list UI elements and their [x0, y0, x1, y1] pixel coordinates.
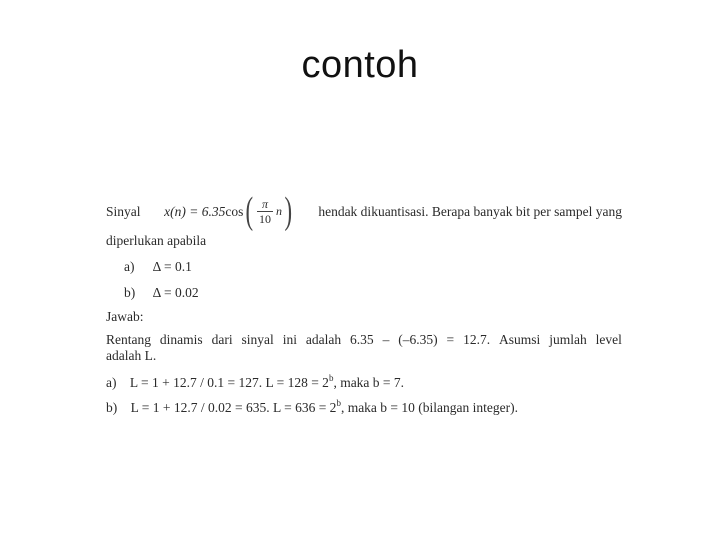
answer-word: level — [595, 332, 622, 347]
intro-before: Sinyal — [106, 203, 141, 219]
fraction — [257, 197, 273, 226]
item-text: Δ = 0.1 — [152, 259, 192, 274]
answer-word: Asumsi — [499, 332, 541, 347]
right-paren: ) — [284, 190, 293, 232]
problem-line-2: diperlukan apabila — [106, 233, 207, 248]
answer-b-prefix: b) — [106, 400, 118, 415]
answer-a-tail: , maka b = 7. — [333, 375, 405, 390]
answer-word: (–6.35) — [398, 332, 438, 347]
answer-word: = — [446, 332, 455, 347]
answer-b-text: L = 1 + 12.7 / 0.02 = 635. L = 636 = 2 — [130, 400, 337, 415]
cos-label: cos — [225, 203, 244, 219]
answer-line-2: adalah L. — [106, 348, 157, 363]
answer-part-b — [106, 395, 518, 416]
fraction-denominator: 10 — [259, 211, 272, 226]
answer-word: – — [382, 332, 390, 347]
answer-word: Rentang — [106, 332, 151, 347]
answer-word: dari — [211, 332, 233, 347]
signal-lhs: x(n) = 6.35 — [164, 203, 226, 219]
answer-heading: Jawab: — [106, 309, 144, 324]
item-label: b) — [124, 285, 136, 300]
answer-line-1 — [106, 331, 622, 348]
answer-b-exponent: b — [336, 398, 341, 408]
answer-word: 6.35 — [350, 332, 374, 347]
problem-item-a — [124, 258, 192, 275]
item-text: Δ = 0.02 — [152, 285, 199, 300]
problem-line-1 — [106, 190, 622, 232]
answer-word: ini — [282, 332, 297, 347]
answer-word: adalah — [305, 332, 342, 347]
answer-part-a — [106, 370, 404, 391]
item-label: a) — [124, 259, 135, 274]
answer-word: sinyal — [241, 332, 274, 347]
intro-after: hendak dikuantisasi. Berapa banyak bit per sampel yang — [318, 203, 622, 219]
answer-b-tail: , maka b = 10 (bilangan integer). — [340, 400, 518, 415]
answer-a-text: L = 1 + 12.7 / 0.1 = 127. L = 128 = 2 — [129, 375, 329, 390]
answer-a-exponent: b — [328, 373, 334, 383]
answer-a-prefix: a) — [106, 375, 117, 390]
signal-formula — [164, 192, 295, 230]
answer-word: jumlah — [549, 332, 587, 347]
left-paren: ( — [245, 190, 254, 232]
variable-n: n — [276, 203, 283, 218]
problem-item-b — [124, 284, 199, 301]
answer-word: dinamis — [159, 332, 203, 347]
slide-title: contoh — [301, 44, 419, 86]
fraction-numerator: π — [262, 196, 269, 211]
answer-word: 12.7. — [463, 332, 491, 347]
